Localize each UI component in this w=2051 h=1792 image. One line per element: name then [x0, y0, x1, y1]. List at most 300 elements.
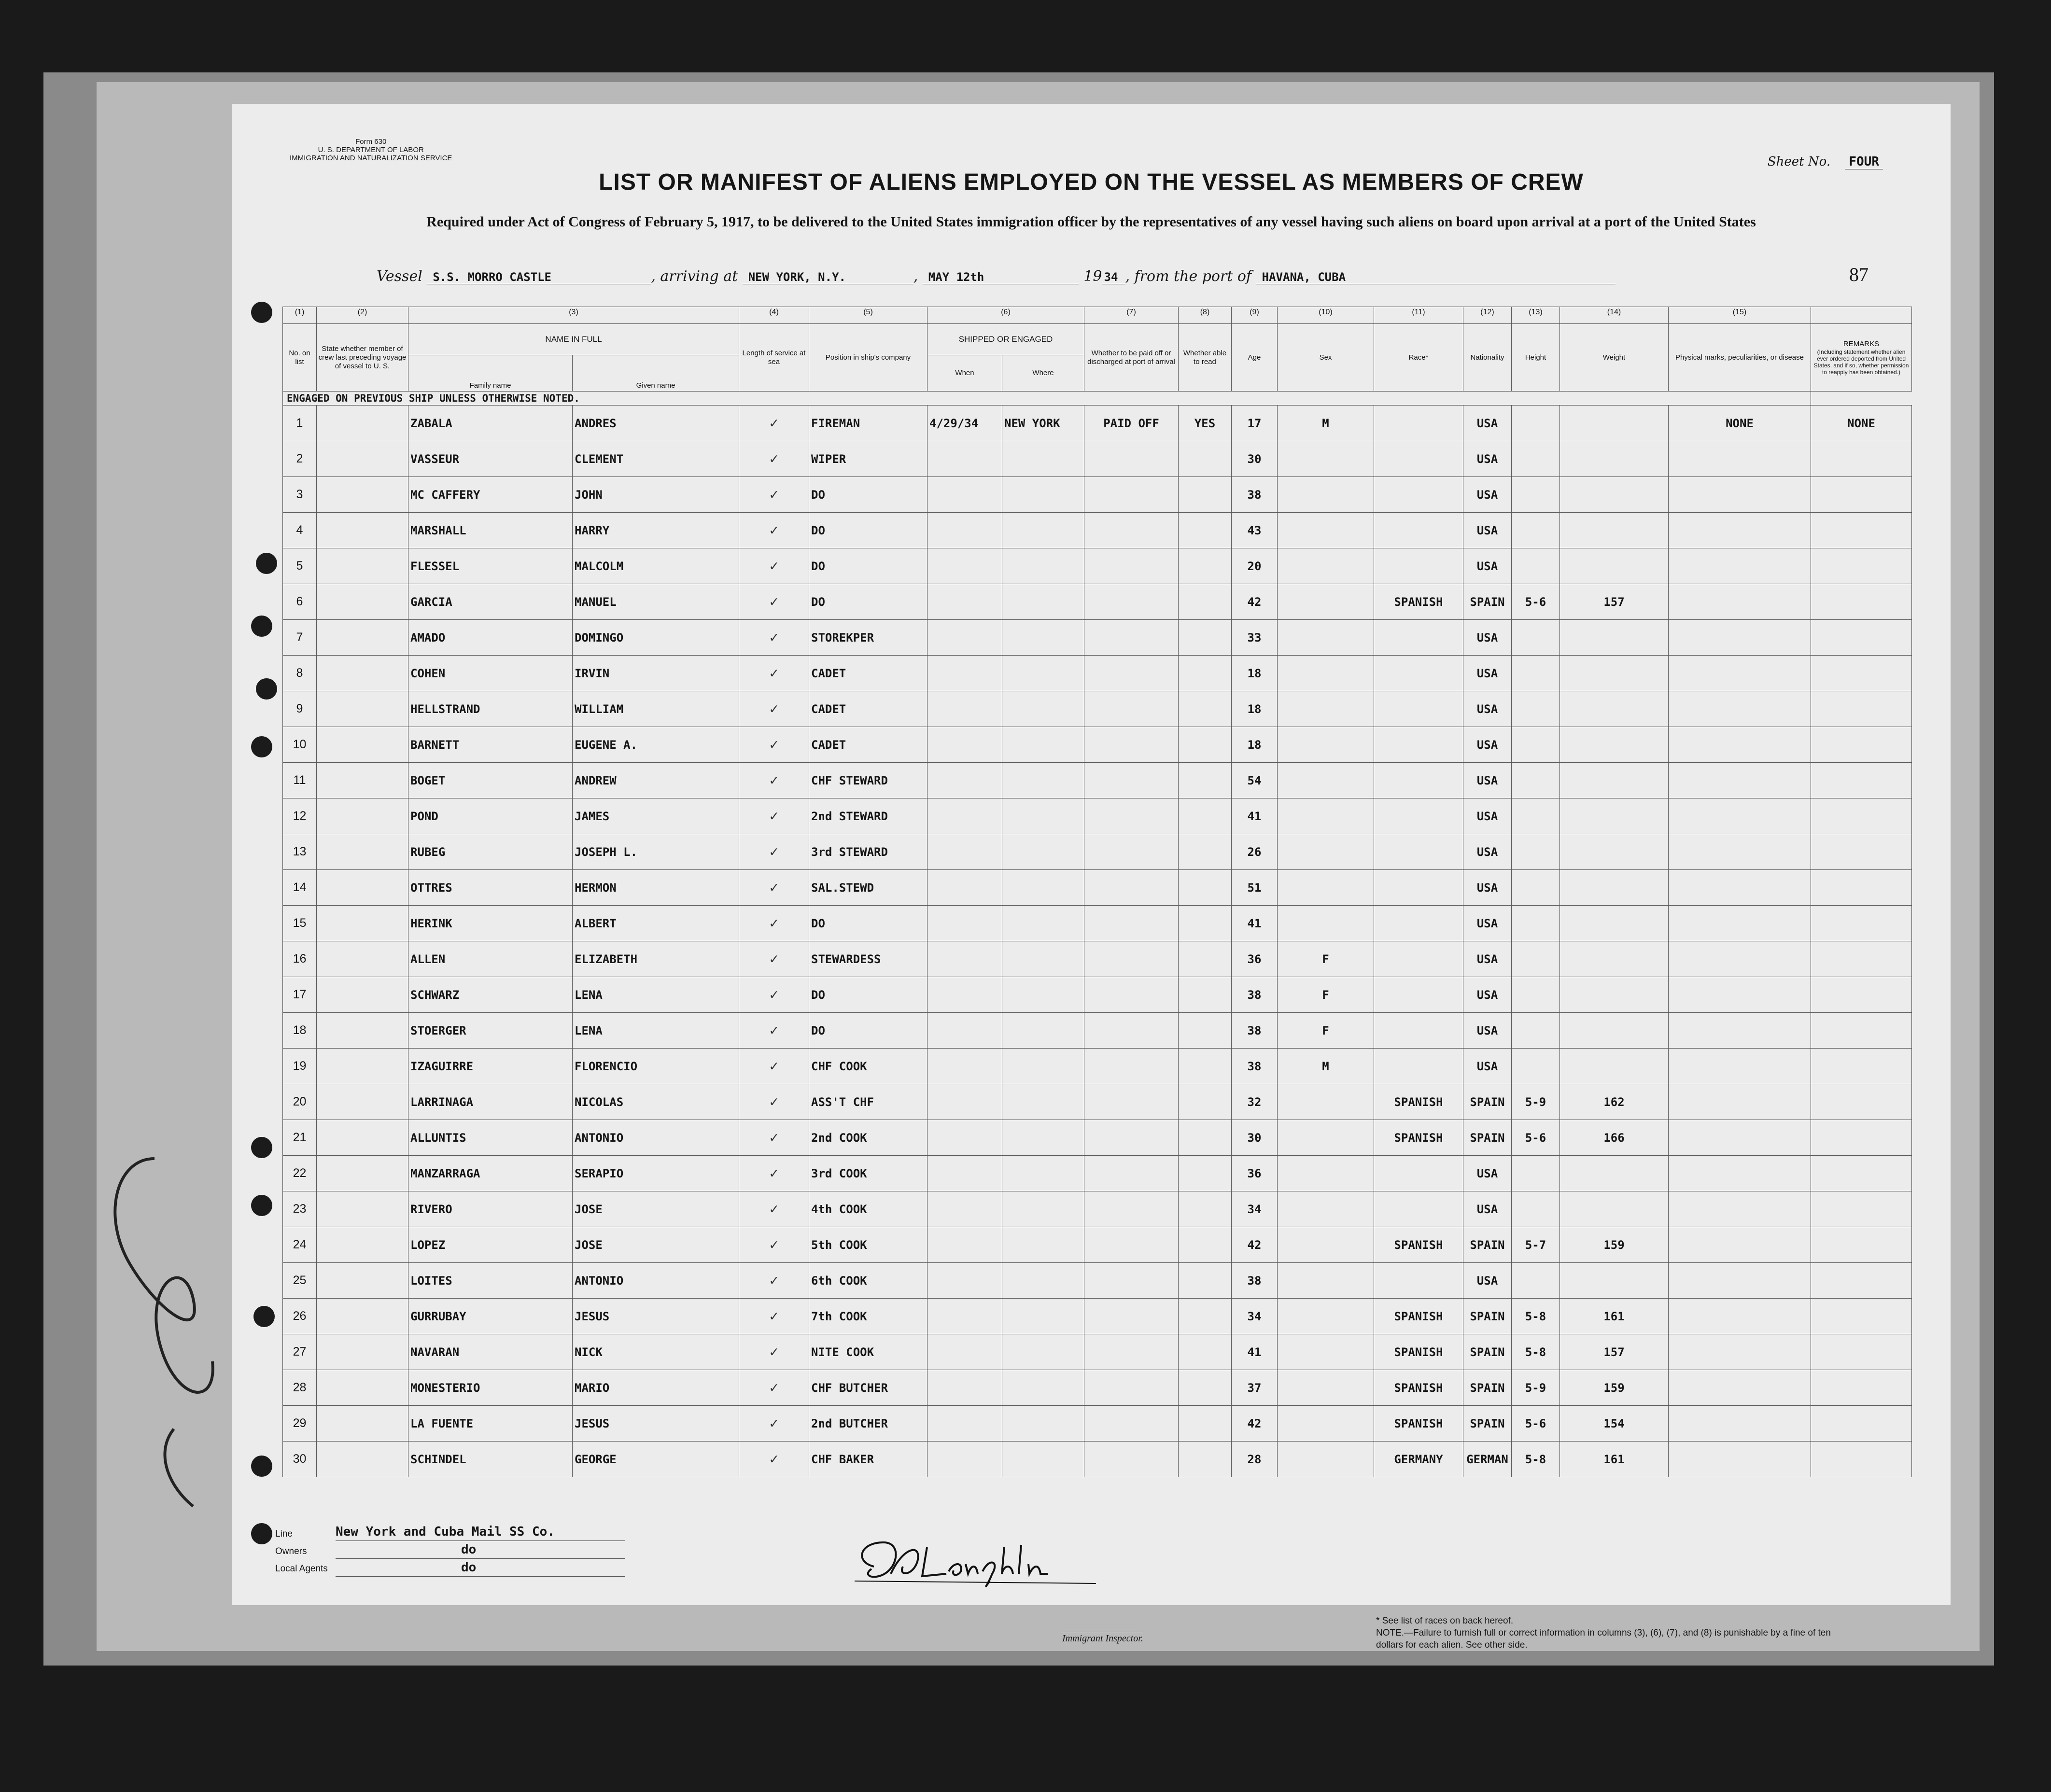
col-number: (14) — [1560, 307, 1669, 324]
remarks — [1811, 1084, 1912, 1120]
punch-hole — [251, 1137, 272, 1158]
previous-voyage-cell — [317, 548, 408, 584]
nationality: SPAIN — [1463, 1406, 1512, 1442]
length-of-service-mark: ✓ — [739, 1191, 809, 1227]
height — [1512, 906, 1560, 941]
punch-hole — [251, 1523, 272, 1544]
crew-row — [283, 620, 1912, 656]
nationality: USA — [1463, 1013, 1512, 1049]
position: STEWARDESS — [809, 941, 927, 977]
age: 18 — [1232, 727, 1278, 763]
col-number: (10) — [1278, 307, 1374, 324]
sex — [1278, 870, 1374, 906]
nationality: USA — [1463, 1191, 1512, 1227]
race — [1374, 798, 1463, 834]
position: CADET — [809, 691, 927, 727]
age: 42 — [1232, 1406, 1278, 1442]
race — [1374, 1013, 1463, 1049]
able-to-read — [1179, 656, 1232, 691]
year-prefix: 19 — [1083, 268, 1102, 285]
height — [1512, 691, 1560, 727]
row-number: 16 — [283, 941, 317, 977]
races-note: * See list of races on back hereof. — [1376, 1616, 1514, 1626]
weight — [1560, 834, 1669, 870]
crew-row — [283, 1227, 1912, 1263]
weight — [1560, 977, 1669, 1013]
race: SPANISH — [1374, 1406, 1463, 1442]
nationality: SPAIN — [1463, 1120, 1512, 1156]
height — [1512, 798, 1560, 834]
able-to-read — [1179, 1299, 1232, 1334]
height — [1512, 656, 1560, 691]
paid-off — [1084, 1084, 1179, 1120]
shipped-when — [927, 798, 1002, 834]
paid-off — [1084, 1299, 1179, 1334]
sex — [1278, 1334, 1374, 1370]
header-shipped-engaged: SHIPPED OR ENGAGED — [927, 324, 1084, 355]
paid-off — [1084, 1442, 1179, 1477]
shipped-when — [927, 513, 1002, 548]
remarks — [1811, 1049, 1912, 1084]
crew-row — [283, 441, 1912, 477]
col-number — [1811, 307, 1912, 324]
paid-off — [1084, 691, 1179, 727]
shipped-when — [927, 1334, 1002, 1370]
shipped-where — [1002, 941, 1084, 977]
sex — [1278, 584, 1374, 620]
age: 38 — [1232, 477, 1278, 513]
able-to-read — [1179, 441, 1232, 477]
previous-voyage-cell — [317, 906, 408, 941]
header-able-to-read: Whether able to read — [1179, 324, 1232, 392]
punch-hole — [251, 1195, 272, 1216]
sex — [1278, 691, 1374, 727]
position: DO — [809, 906, 927, 941]
header-weight: Weight — [1560, 324, 1669, 392]
position: DO — [809, 477, 927, 513]
paid-off — [1084, 477, 1179, 513]
nationality: USA — [1463, 727, 1512, 763]
family-name: RIVERO — [408, 1191, 573, 1227]
remarks — [1811, 1191, 1912, 1227]
col-number: (8) — [1179, 307, 1232, 324]
shipped-where: NEW YORK — [1002, 406, 1084, 441]
family-name: GURRUBAY — [408, 1299, 573, 1334]
crew-row — [283, 1191, 1912, 1227]
row-number: 10 — [283, 727, 317, 763]
age: 18 — [1232, 656, 1278, 691]
shipped-when — [927, 656, 1002, 691]
crew-row — [283, 906, 1912, 941]
able-to-read — [1179, 870, 1232, 906]
length-of-service-mark: ✓ — [739, 406, 809, 441]
remarks — [1811, 1442, 1912, 1477]
paid-off — [1084, 513, 1179, 548]
race: SPANISH — [1374, 1120, 1463, 1156]
previous-voyage-cell — [317, 977, 408, 1013]
physical-marks — [1669, 584, 1811, 620]
length-of-service-mark: ✓ — [739, 1049, 809, 1084]
shipped-when — [927, 691, 1002, 727]
vessel-name: S.S. MORRO CASTLE — [427, 270, 651, 284]
remarks-title: REMARKS — [1843, 339, 1880, 348]
shipped-where — [1002, 1120, 1084, 1156]
sex — [1278, 1227, 1374, 1263]
row-number: 30 — [283, 1442, 317, 1477]
shipped-where — [1002, 1334, 1084, 1370]
col-number: (1) — [283, 307, 317, 324]
header-remarks — [1811, 324, 1912, 392]
arriving-label: , arriving at — [651, 268, 738, 285]
nationality: USA — [1463, 620, 1512, 656]
shipped-where — [1002, 1156, 1084, 1191]
length-of-service-mark: ✓ — [739, 798, 809, 834]
previous-voyage-cell — [317, 1299, 408, 1334]
height — [1512, 834, 1560, 870]
col-number: (13) — [1512, 307, 1560, 324]
length-of-service-mark: ✓ — [739, 1156, 809, 1191]
position: 6th COOK — [809, 1263, 927, 1299]
paid-off — [1084, 1263, 1179, 1299]
shipped-when — [927, 1191, 1002, 1227]
position: NITE COOK — [809, 1334, 927, 1370]
remarks — [1811, 441, 1912, 477]
crew-row — [283, 1334, 1912, 1370]
remarks — [1811, 977, 1912, 1013]
family-name: AMADO — [408, 620, 573, 656]
remarks-note: (Including statement whether alien ever ordered deported from United States, and if so, whether permission to reapply has been obtained.) — [1813, 348, 1909, 376]
sex — [1278, 1191, 1374, 1227]
shipped-where — [1002, 1442, 1084, 1477]
engagement-notice: ENGAGED ON PREVIOUS SHIP UNLESS OTHERWISE NOTED. — [283, 392, 1811, 406]
departure-port: HAVANA, CUBA — [1256, 270, 1616, 284]
race: SPANISH — [1374, 1084, 1463, 1120]
header-length-of-service: Length of service at sea — [739, 324, 809, 392]
row-number: 27 — [283, 1334, 317, 1370]
nationality: USA — [1463, 906, 1512, 941]
race — [1374, 727, 1463, 763]
height — [1512, 1191, 1560, 1227]
able-to-read — [1179, 977, 1232, 1013]
physical-marks — [1669, 620, 1811, 656]
sex — [1278, 477, 1374, 513]
given-name: CLEMENT — [573, 441, 739, 477]
shipped-when — [927, 548, 1002, 584]
row-number: 2 — [283, 441, 317, 477]
race — [1374, 834, 1463, 870]
row-number: 22 — [283, 1156, 317, 1191]
shipped-when — [927, 1084, 1002, 1120]
race — [1374, 870, 1463, 906]
weight — [1560, 513, 1669, 548]
crew-row — [283, 1406, 1912, 1442]
given-name: ANDREW — [573, 763, 739, 798]
remarks — [1811, 1156, 1912, 1191]
punch-hole — [251, 302, 272, 323]
remarks — [1811, 798, 1912, 834]
shipped-where — [1002, 620, 1084, 656]
physical-marks — [1669, 513, 1811, 548]
weight — [1560, 691, 1669, 727]
crew-row — [283, 691, 1912, 727]
nationality: SPAIN — [1463, 584, 1512, 620]
age: 28 — [1232, 1442, 1278, 1477]
remarks — [1811, 834, 1912, 870]
shipped-when — [927, 620, 1002, 656]
race — [1374, 656, 1463, 691]
age: 34 — [1232, 1299, 1278, 1334]
row-number: 24 — [283, 1227, 317, 1263]
shipped-when — [927, 1299, 1002, 1334]
crew-row — [283, 548, 1912, 584]
given-name: FLORENCIO — [573, 1049, 739, 1084]
row-number: 9 — [283, 691, 317, 727]
header-no-on-list: No. on list — [283, 324, 317, 392]
header-nationality: Nationality — [1463, 324, 1512, 392]
height — [1512, 406, 1560, 441]
age: 38 — [1232, 1013, 1278, 1049]
shipped-where — [1002, 1191, 1084, 1227]
position: STOREKPER — [809, 620, 927, 656]
physical-marks — [1669, 441, 1811, 477]
given-name: JOSE — [573, 1191, 739, 1227]
family-name: SCHINDEL — [408, 1442, 573, 1477]
length-of-service-mark: ✓ — [739, 727, 809, 763]
shipped-where — [1002, 1406, 1084, 1442]
shipped-where — [1002, 906, 1084, 941]
age: 34 — [1232, 1191, 1278, 1227]
weight — [1560, 870, 1669, 906]
position: CADET — [809, 727, 927, 763]
given-name: JOSEPH L. — [573, 834, 739, 870]
position: 5th COOK — [809, 1227, 927, 1263]
family-name: NAVARAN — [408, 1334, 573, 1370]
able-to-read — [1179, 513, 1232, 548]
family-name: STOERGER — [408, 1013, 573, 1049]
previous-voyage-cell — [317, 1120, 408, 1156]
weight: 166 — [1560, 1120, 1669, 1156]
physical-marks: NONE — [1669, 406, 1811, 441]
shipped-when — [927, 1013, 1002, 1049]
length-of-service-mark: ✓ — [739, 548, 809, 584]
paid-off — [1084, 1120, 1179, 1156]
arrival-date: MAY 12th — [923, 270, 1079, 284]
sex — [1278, 1263, 1374, 1299]
physical-marks — [1669, 1156, 1811, 1191]
length-of-service-mark: ✓ — [739, 1442, 809, 1477]
punch-hole — [251, 616, 272, 637]
position: ASS'T CHF — [809, 1084, 927, 1120]
length-of-service-mark: ✓ — [739, 1120, 809, 1156]
shipped-when — [927, 727, 1002, 763]
form-identifier — [290, 138, 452, 162]
able-to-read — [1179, 763, 1232, 798]
given-name: NICK — [573, 1334, 739, 1370]
physical-marks — [1669, 1191, 1811, 1227]
col-number: (6) — [927, 307, 1084, 324]
crew-row — [283, 977, 1912, 1013]
sex: M — [1278, 1049, 1374, 1084]
row-number: 4 — [283, 513, 317, 548]
family-name: GARCIA — [408, 584, 573, 620]
line-label: Line — [275, 1529, 293, 1539]
able-to-read — [1179, 941, 1232, 977]
position: DO — [809, 1013, 927, 1049]
length-of-service-mark: ✓ — [739, 513, 809, 548]
shipped-where — [1002, 727, 1084, 763]
previous-voyage-cell — [317, 1227, 408, 1263]
row-number: 25 — [283, 1263, 317, 1299]
previous-voyage-cell — [317, 441, 408, 477]
race — [1374, 1156, 1463, 1191]
physical-marks — [1669, 1227, 1811, 1263]
position: 2nd STEWARD — [809, 798, 927, 834]
length-of-service-mark: ✓ — [739, 691, 809, 727]
age: 41 — [1232, 906, 1278, 941]
physical-marks — [1669, 727, 1811, 763]
page-number: 87 — [1849, 264, 1868, 285]
shipped-when — [927, 584, 1002, 620]
physical-marks — [1669, 870, 1811, 906]
shipped-when — [927, 1263, 1002, 1299]
crew-row — [283, 656, 1912, 691]
position: 4th COOK — [809, 1191, 927, 1227]
height — [1512, 513, 1560, 548]
paid-off — [1084, 763, 1179, 798]
age: 42 — [1232, 584, 1278, 620]
height: 5-6 — [1512, 1120, 1560, 1156]
physical-marks — [1669, 1370, 1811, 1406]
given-name: JOSE — [573, 1227, 739, 1263]
length-of-service-mark: ✓ — [739, 1334, 809, 1370]
previous-voyage-cell — [317, 1442, 408, 1477]
col-number: (15) — [1669, 307, 1811, 324]
sheet-number — [1768, 154, 1883, 169]
paid-off — [1084, 548, 1179, 584]
header-paid-off: Whether to be paid off or discharged at port of arrival — [1084, 324, 1179, 392]
able-to-read — [1179, 1442, 1232, 1477]
crew-row — [283, 1013, 1912, 1049]
length-of-service-mark: ✓ — [739, 977, 809, 1013]
weight — [1560, 548, 1669, 584]
length-of-service-mark: ✓ — [739, 870, 809, 906]
weight — [1560, 763, 1669, 798]
column-number-row — [283, 307, 1912, 324]
nationality: USA — [1463, 441, 1512, 477]
page-subtitle: Required under Act of Congress of February 5, 1917, to be delivered to the United States immigration officer by the representatives of any vessel having such aliens on board upon arrival at a port of the United States — [426, 214, 1756, 230]
length-of-service-mark: ✓ — [739, 620, 809, 656]
nationality: USA — [1463, 977, 1512, 1013]
shipped-when — [927, 1227, 1002, 1263]
nationality: SPAIN — [1463, 1084, 1512, 1120]
crew-row — [283, 941, 1912, 977]
sex — [1278, 1406, 1374, 1442]
position: 3rd STEWARD — [809, 834, 927, 870]
sheet-number-label: Sheet No. — [1767, 154, 1831, 169]
inspector-label: Immigrant Inspector. — [1062, 1632, 1143, 1644]
shipped-when — [927, 941, 1002, 977]
paid-off — [1084, 941, 1179, 977]
paid-off — [1084, 620, 1179, 656]
position: CHF STEWARD — [809, 763, 927, 798]
race — [1374, 620, 1463, 656]
shipped-where — [1002, 656, 1084, 691]
col-number: (5) — [809, 307, 927, 324]
age: 20 — [1232, 548, 1278, 584]
crew-row — [283, 584, 1912, 620]
family-name: HELLSTRAND — [408, 691, 573, 727]
position: 7th COOK — [809, 1299, 927, 1334]
previous-voyage-cell — [317, 763, 408, 798]
race — [1374, 763, 1463, 798]
department-name: U. S. DEPARTMENT OF LABOR — [318, 146, 424, 154]
sex — [1278, 763, 1374, 798]
position: SAL.STEWD — [809, 870, 927, 906]
nationality: GERMAN — [1463, 1442, 1512, 1477]
header-age: Age — [1232, 324, 1278, 392]
length-of-service-mark: ✓ — [739, 584, 809, 620]
height — [1512, 477, 1560, 513]
given-name: ALBERT — [573, 906, 739, 941]
able-to-read — [1179, 1049, 1232, 1084]
sex — [1278, 798, 1374, 834]
race: SPANISH — [1374, 1227, 1463, 1263]
shipped-when — [927, 763, 1002, 798]
nationality: SPAIN — [1463, 1299, 1512, 1334]
weight: 157 — [1560, 1334, 1669, 1370]
race: SPANISH — [1374, 1299, 1463, 1334]
position: FIREMAN — [809, 406, 927, 441]
given-name: JAMES — [573, 798, 739, 834]
able-to-read — [1179, 1334, 1232, 1370]
physical-marks — [1669, 548, 1811, 584]
previous-voyage-cell — [317, 691, 408, 727]
length-of-service-mark: ✓ — [739, 763, 809, 798]
nationality: USA — [1463, 1263, 1512, 1299]
shipped-when — [927, 870, 1002, 906]
height — [1512, 1049, 1560, 1084]
punch-hole — [256, 553, 277, 574]
height: 5-6 — [1512, 584, 1560, 620]
crew-row — [283, 1299, 1912, 1334]
from-port-label: , from the port of — [1125, 268, 1252, 285]
height — [1512, 1156, 1560, 1191]
family-name: FLESSEL — [408, 548, 573, 584]
shipped-when — [927, 441, 1002, 477]
position: CHF BAKER — [809, 1442, 927, 1477]
row-number: 17 — [283, 977, 317, 1013]
paid-off — [1084, 1049, 1179, 1084]
position: CADET — [809, 656, 927, 691]
shipped-when — [927, 834, 1002, 870]
remarks — [1811, 1334, 1912, 1370]
nationality: USA — [1463, 513, 1512, 548]
able-to-read — [1179, 1263, 1232, 1299]
vessel-line: Vessel S.S. MORRO CASTLE , arriving at NEW YORK, N.Y. , MAY 12th 19 34 , from the port of HAVANA, CUBA — [377, 268, 1825, 285]
age: 18 — [1232, 691, 1278, 727]
shipped-where — [1002, 1013, 1084, 1049]
physical-marks — [1669, 941, 1811, 977]
remarks — [1811, 1406, 1912, 1442]
family-name: LARRINAGA — [408, 1084, 573, 1120]
shipped-where — [1002, 1227, 1084, 1263]
shipped-where — [1002, 1084, 1084, 1120]
remarks — [1811, 941, 1912, 977]
crew-row — [283, 477, 1912, 513]
remarks — [1811, 727, 1912, 763]
position: DO — [809, 584, 927, 620]
punch-hole — [251, 736, 272, 757]
